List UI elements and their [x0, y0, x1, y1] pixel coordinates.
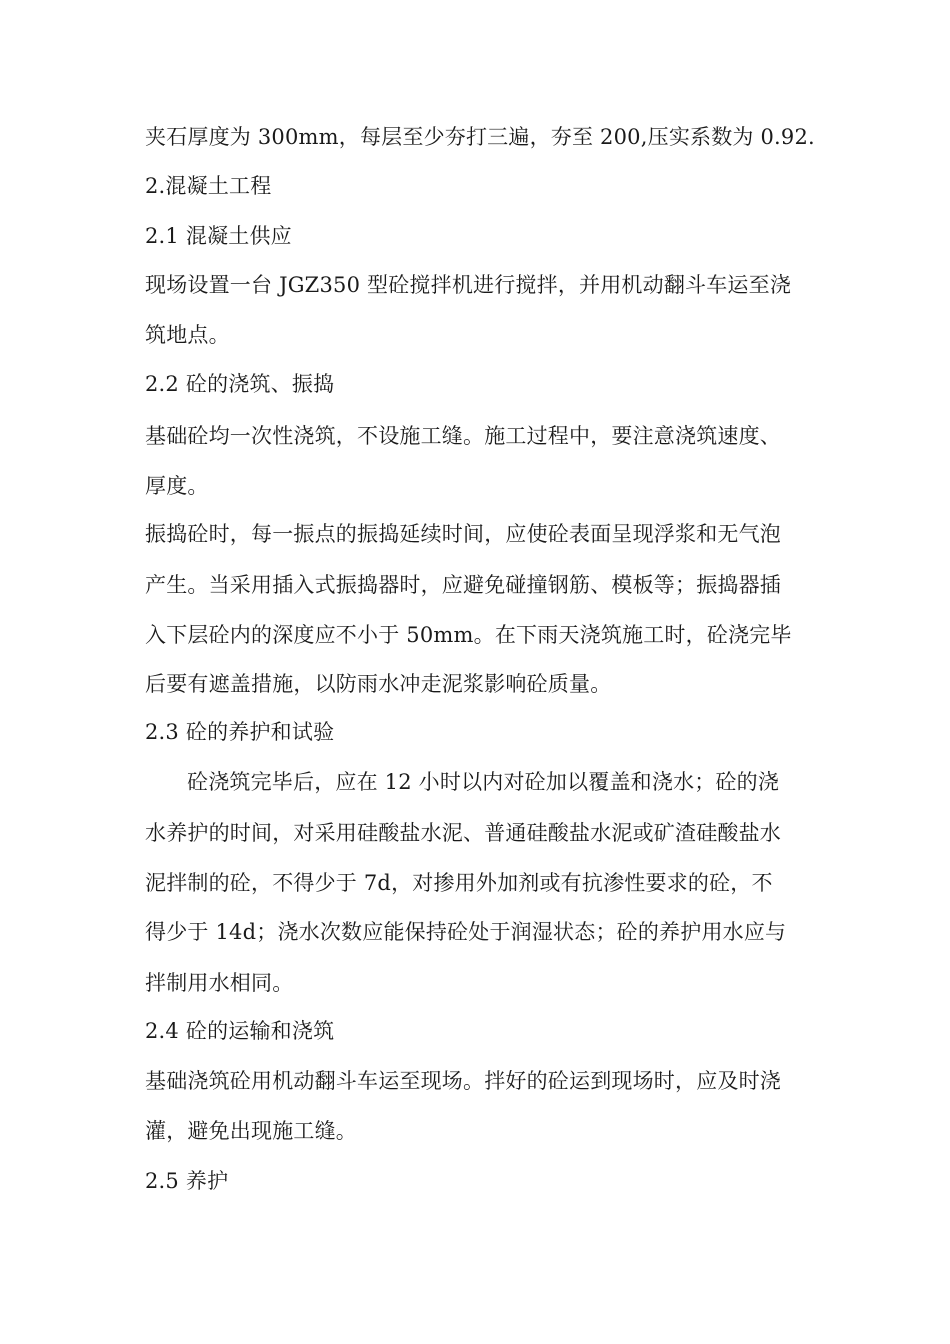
- section-heading: 2.混凝土工程: [145, 174, 272, 198]
- paragraph-line: 泥拌制的砼，不得少于 7d，对掺用外加剂或有抗渗性要求的砼，不: [145, 871, 773, 895]
- paragraph-line: 筑地点。: [145, 323, 230, 347]
- paragraph-line: 夹石厚度为 300mm，每层至少夯打三遍，夯至 200,压实系数为 0.92.: [145, 125, 815, 149]
- paragraph-line: 砼浇筑完毕后，应在 12 小时以内对砼加以覆盖和浇水；砼的浇: [187, 770, 780, 794]
- paragraph-line: 后要有遮盖措施，以防雨水冲走泥浆影响砼质量。: [145, 672, 612, 696]
- subsection-heading: 2.3 砼的养护和试验: [145, 720, 335, 744]
- paragraph-line: 灌，避免出现施工缝。: [145, 1119, 357, 1143]
- paragraph-line: 基础浇筑砼用机动翻斗车运至现场。拌好的砼运到现场时，应及时浇: [145, 1069, 781, 1093]
- paragraph-line: 入下层砼内的深度应不小于 50mm。在下雨天浇筑施工时，砼浇完毕: [145, 623, 792, 647]
- subsection-heading: 2.4 砼的运输和浇筑: [145, 1019, 335, 1043]
- paragraph-line: 厚度。: [145, 474, 209, 498]
- paragraph-line: 现场设置一台 JGZ350 型砼搅拌机进行搅拌，并用机动翻斗车运至浇: [145, 273, 792, 297]
- subsection-heading: 2.2 砼的浇筑、振捣: [145, 372, 335, 396]
- subsection-heading: 2.1 混凝土供应: [145, 224, 292, 248]
- paragraph-line: 产生。当采用插入式振捣器时，应避免碰撞钢筋、模板等；振捣器插: [145, 573, 781, 597]
- subsection-heading: 2.5 养护: [145, 1169, 229, 1193]
- paragraph-line: 得少于 14d；浇水次数应能保持砼处于润湿状态；砼的养护用水应与: [145, 920, 787, 944]
- paragraph-line: 水养护的时间，对采用硅酸盐水泥、普通硅酸盐水泥或矿渣硅酸盐水: [145, 821, 781, 845]
- paragraph-line: 基础砼均一次性浇筑，不设施工缝。施工过程中，要注意浇筑速度、: [145, 424, 781, 448]
- paragraph-line: 振捣砼时，每一振点的振捣延续时间，应使砼表面呈现浮浆和无气泡: [145, 522, 781, 546]
- paragraph-line: 拌制用水相同。: [145, 971, 294, 995]
